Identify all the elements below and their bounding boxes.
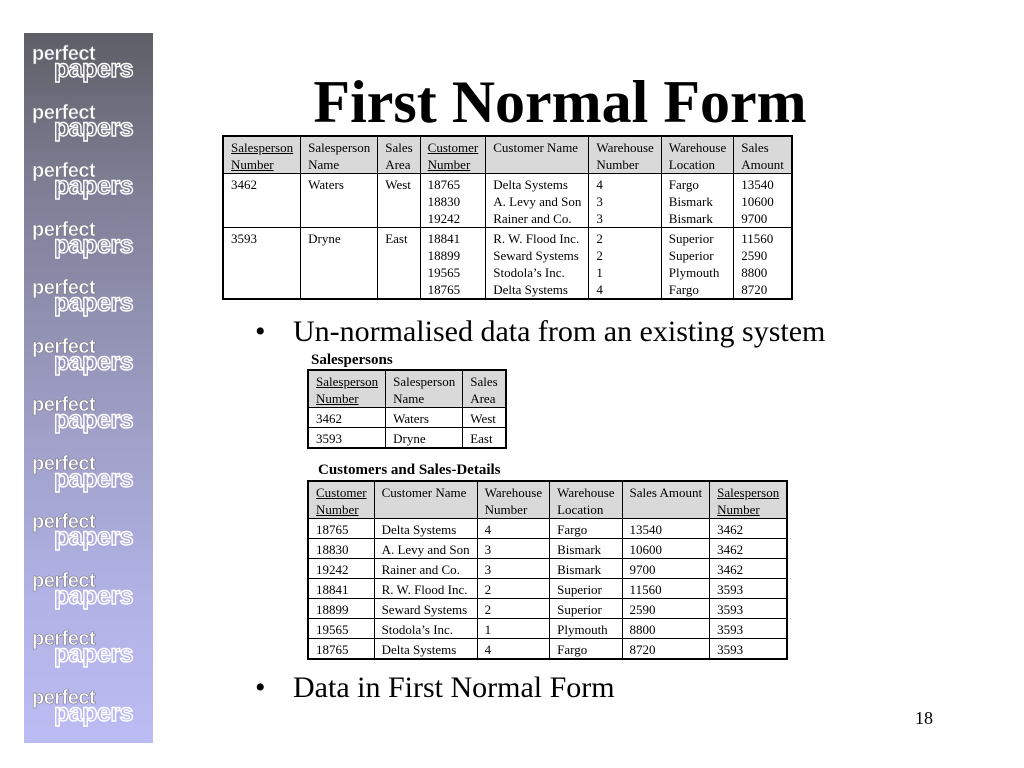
table-cell: 1 <box>477 619 549 639</box>
logo-line2: papers <box>54 640 133 668</box>
table-row <box>308 579 787 599</box>
table-cell: 18841 <box>308 579 374 599</box>
logo-line1: perfect <box>32 43 96 65</box>
table-cell: 8720 <box>622 639 710 660</box>
column-header: Customer Number <box>420 136 486 174</box>
logo-line2: papers <box>54 172 133 200</box>
table-cell: 2 <box>477 579 549 599</box>
column-header: Sales Amount <box>622 481 710 519</box>
logo-line1: perfect <box>32 628 96 650</box>
perfect-papers-logo <box>30 687 148 731</box>
table-cell: 13540 <box>622 519 710 539</box>
table-row <box>223 228 792 300</box>
column-header: Customer Number <box>308 481 374 519</box>
page-number: 18 <box>915 708 933 728</box>
perfect-papers-logo <box>30 570 148 614</box>
table-cell: 3462 <box>710 559 788 579</box>
table-cell: Superior <box>550 579 622 599</box>
perfect-papers-logo <box>30 336 148 380</box>
salespersons-caption: Salespersons <box>311 352 393 368</box>
table-cell: 4 <box>477 519 549 539</box>
logo-line2: papers <box>54 406 133 434</box>
table-cell: Fargo <box>550 639 622 660</box>
table-cell: 18899 <box>308 599 374 619</box>
table-cell: 3593 <box>308 428 386 449</box>
bullet-text: Data in First Normal Form <box>293 671 615 704</box>
column-header: Salesperson Number <box>223 136 301 174</box>
table-cell: 19565 <box>308 619 374 639</box>
logo-line1: perfect <box>32 277 96 299</box>
perfect-papers-logo-strip <box>24 33 153 743</box>
column-header: Warehouse Location <box>550 481 622 519</box>
table-cell: 3462 <box>710 539 788 559</box>
logo-line2: papers <box>54 347 133 376</box>
table-row <box>308 619 787 639</box>
customers-sales-details-table <box>307 480 788 660</box>
table-row <box>308 559 787 579</box>
column-header: Salesperson Number <box>710 481 788 519</box>
table-row <box>308 599 787 619</box>
table-cell: 4 <box>477 639 549 660</box>
logo-line1: perfect <box>32 452 96 475</box>
table-cell: 13540 10600 9700 <box>734 174 792 228</box>
perfect-papers-logo <box>30 628 148 672</box>
column-header: Sales Area <box>463 370 506 408</box>
perfect-papers-logo <box>30 277 148 321</box>
table-cell: 2 <box>477 599 549 619</box>
logo-line1: perfect <box>32 335 96 358</box>
table-cell: Superior <box>550 599 622 619</box>
customers-caption: Customers and Sales-Details <box>318 462 501 478</box>
table-cell: Seward Systems <box>374 599 477 619</box>
table-cell: 18765 <box>308 639 374 660</box>
logo-line2: papers <box>54 464 133 493</box>
table-row <box>223 174 792 228</box>
table-header-row <box>223 136 792 174</box>
logo-line1: perfect <box>32 218 96 241</box>
column-header: Warehouse Location <box>661 136 733 174</box>
table-cell: 11560 2590 8800 8720 <box>734 228 792 300</box>
table-cell: 9700 <box>622 559 710 579</box>
logo-line1: perfect <box>32 569 96 592</box>
logo-line2: papers <box>54 55 133 83</box>
table-cell: 2590 <box>622 599 710 619</box>
logo-line1: perfect <box>32 686 96 709</box>
table-cell: Superior Superior Plymouth Fargo <box>661 228 733 300</box>
table-cell: 18841 18899 19565 18765 <box>420 228 486 300</box>
logo-line2: papers <box>54 581 133 610</box>
column-header: Warehouse Number <box>589 136 661 174</box>
table-cell: 2 2 1 4 <box>589 228 661 300</box>
column-header: Sales Amount <box>734 136 792 174</box>
table-cell: Stodola’s Inc. <box>374 619 477 639</box>
column-header: Salesperson Name <box>301 136 378 174</box>
table-cell: Fargo <box>550 519 622 539</box>
logo-line1: perfect <box>32 394 96 416</box>
table-cell: 19242 <box>308 559 374 579</box>
table-cell: East <box>378 228 420 300</box>
logo-line1: perfect <box>32 160 96 182</box>
column-header: Customer Name <box>374 481 477 519</box>
table-header-row <box>308 370 506 408</box>
table-cell: Delta Systems <box>374 639 477 660</box>
table-cell: Delta Systems A. Levy and Son Rainer and Co. <box>486 174 589 228</box>
column-header: Customer Name <box>486 136 589 174</box>
table-cell: R. W. Flood Inc. <box>374 579 477 599</box>
table-cell: Dryne <box>301 228 378 300</box>
table-cell: Fargo Bismark Bismark <box>661 174 733 228</box>
table-cell: 3593 <box>710 639 788 660</box>
table-cell: 3462 <box>308 408 386 428</box>
perfect-papers-logo <box>30 511 148 555</box>
table-cell: East <box>463 428 506 449</box>
bullet-icon: • <box>255 315 266 348</box>
table-cell: 3 <box>477 559 549 579</box>
table-cell: Waters <box>301 174 378 228</box>
table-cell: Waters <box>386 408 463 428</box>
table-cell: A. Levy and Son <box>374 539 477 559</box>
table-cell: 3593 <box>710 619 788 639</box>
table-cell: 11560 <box>622 579 710 599</box>
table-cell: 3593 <box>223 228 301 300</box>
table-row <box>308 519 787 539</box>
table-cell: R. W. Flood Inc. Seward Systems Stodola’s Inc. Delta Systems <box>486 228 589 300</box>
table-cell: West <box>378 174 420 228</box>
table-cell: 3593 <box>710 579 788 599</box>
table-row <box>308 408 506 428</box>
logo-line2: papers <box>54 113 133 142</box>
perfect-papers-logo <box>30 394 148 438</box>
column-header: Salesperson Number <box>308 370 386 408</box>
logo-line2: papers <box>54 289 133 317</box>
table-cell: Plymouth <box>550 619 622 639</box>
slide-title: First Normal Form <box>313 69 807 135</box>
table-cell: 10600 <box>622 539 710 559</box>
table-cell: 18830 <box>308 539 374 559</box>
logo-line1: perfect <box>32 101 96 124</box>
table-header-row <box>308 481 787 519</box>
table-cell: 3462 <box>223 174 301 228</box>
table-cell: 18765 <box>308 519 374 539</box>
table-row <box>308 639 787 660</box>
table-cell: Bismark <box>550 559 622 579</box>
column-header: Salesperson Name <box>386 370 463 408</box>
table-cell: Dryne <box>386 428 463 449</box>
unnormalised-data-table <box>222 135 793 300</box>
perfect-papers-logo <box>30 160 148 204</box>
table-cell: Bismark <box>550 539 622 559</box>
table-row <box>308 539 787 559</box>
table-cell: 4 3 3 <box>589 174 661 228</box>
salespersons-table <box>307 369 507 449</box>
table-cell: 18765 18830 19242 <box>420 174 486 228</box>
perfect-papers-logo <box>30 453 148 497</box>
table-cell: 3 <box>477 539 549 559</box>
table-cell: 3462 <box>710 519 788 539</box>
table-cell: Delta Systems <box>374 519 477 539</box>
bullet-text: Un-normalised data from an existing system <box>293 315 826 348</box>
logo-line2: papers <box>54 523 133 551</box>
table-cell: 3593 <box>710 599 788 619</box>
table-row <box>308 428 506 449</box>
column-header: Warehouse Number <box>477 481 549 519</box>
perfect-papers-logo <box>30 219 148 263</box>
bullet-unnormalised <box>255 315 825 349</box>
table-cell: West <box>463 408 506 428</box>
column-header: Sales Area <box>378 136 420 174</box>
logo-line2: papers <box>54 698 133 727</box>
logo-line1: perfect <box>32 511 96 533</box>
logo-line2: papers <box>54 230 133 259</box>
table-cell: 8800 <box>622 619 710 639</box>
bullet-icon: • <box>255 671 266 704</box>
bullet-first-normal-form <box>255 671 615 705</box>
table-cell: Rainer and Co. <box>374 559 477 579</box>
